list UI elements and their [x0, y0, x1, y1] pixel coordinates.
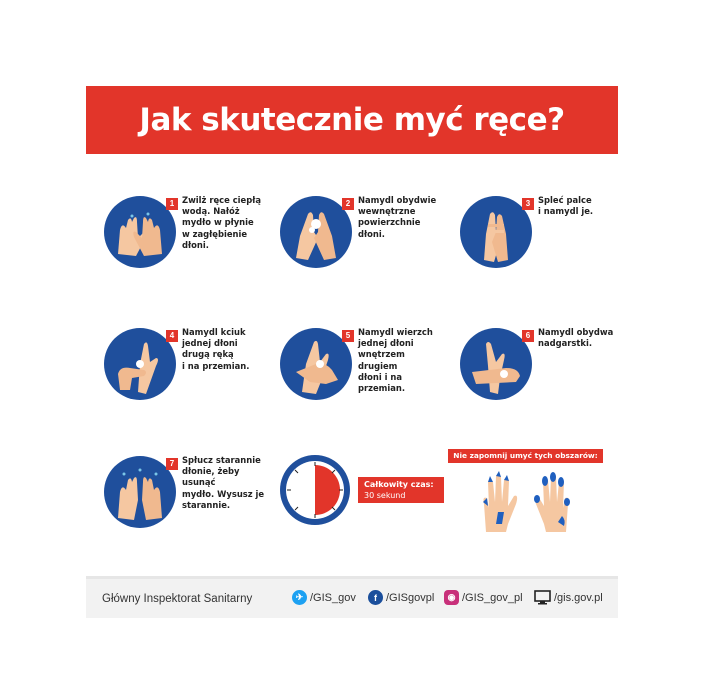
step-2: [262, 186, 438, 286]
step-4: [86, 318, 262, 418]
facebook-icon: f: [368, 590, 383, 605]
twitter-handle: /GIS_gov: [310, 591, 356, 604]
step-text: Zwilż ręce ciepłą wodą. Nałóż mydło w płynie w zagłębienie dłoni.: [182, 195, 261, 250]
organization-name: Główny Inspektorat Sanitarny: [102, 593, 253, 605]
total-time-label: Całkowity czas:: [364, 480, 434, 489]
instagram-link[interactable]: [444, 590, 523, 605]
step-1: [86, 186, 262, 286]
step-3: [442, 186, 618, 286]
step-5: [262, 318, 438, 418]
timer-icon: [278, 453, 352, 527]
step-number: 7: [166, 458, 178, 470]
step-number: 6: [522, 330, 534, 342]
computer-icon: [534, 590, 551, 605]
title-banner: [86, 86, 618, 154]
step-text: Spleć palce i namydl je.: [538, 195, 594, 217]
step-text: Namydl obydwa nadgarstki.: [538, 327, 614, 349]
step-number: 5: [342, 330, 354, 342]
step-number: 3: [522, 198, 534, 210]
step-number: 2: [342, 198, 354, 210]
total-time-badge: [358, 477, 444, 503]
step-text: Namydl obydwie wewnętrzne powierzchnie dłoni.: [358, 195, 437, 239]
step-text: Namydl wierzch jednej dłoni wnętrzem drugiem dłoni i na przemian.: [358, 327, 433, 394]
facebook-handle: /GISgovpl: [386, 591, 435, 604]
step-number: 4: [166, 330, 178, 342]
step-7: [86, 446, 265, 546]
instagram-icon: ◉: [444, 590, 459, 605]
website-link[interactable]: [534, 590, 603, 605]
footer: [86, 576, 618, 618]
instagram-handle: /GIS_gov_pl: [462, 591, 523, 604]
step-text: Spłucz starannie dłonie, żeby usunąć mydło. Wysusz je starannie.: [182, 455, 265, 510]
step-text: Namydl kciuk jednej dłoni drugą ręką i na przemian.: [182, 327, 250, 371]
page-title: Jak skutecznie myć ręce?: [139, 102, 565, 138]
twitter-icon: ✈: [292, 590, 307, 605]
step-number: 1: [166, 198, 178, 210]
infographic: [86, 86, 618, 618]
total-time-value: 30 sekund: [364, 491, 406, 500]
facebook-link[interactable]: [368, 590, 434, 605]
step-6: [442, 318, 618, 418]
website-url: /gis.gov.pl: [554, 591, 603, 604]
reminder-banner: Nie zapomnij umyć tych obszarów:: [448, 449, 603, 463]
twitter-link[interactable]: [292, 590, 356, 605]
hands-areas-icon: [478, 468, 574, 534]
